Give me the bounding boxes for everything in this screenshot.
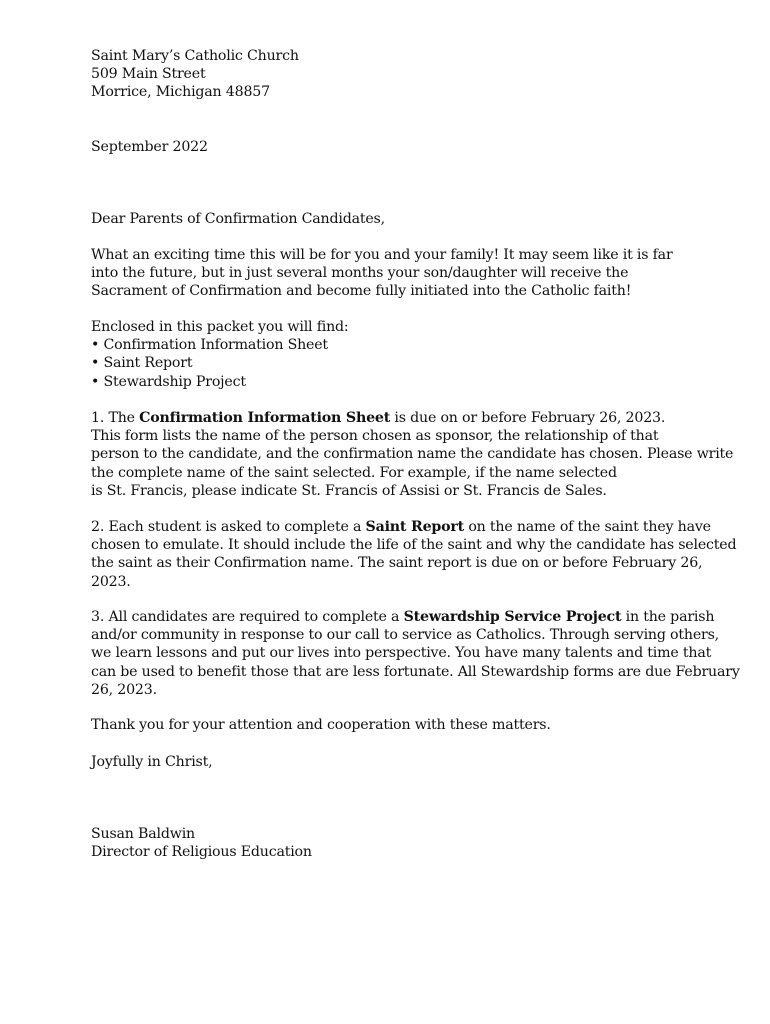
church-street: 509 Main Street bbox=[91, 66, 206, 83]
item-3-line: can be used to benefit those that are less fortunate. All Stewardship forms are due February bbox=[91, 663, 740, 680]
closing bbox=[91, 753, 711, 771]
item-1-first-line: 1. The Confirmation Information Sheet is due on or before February 26, 2023. bbox=[91, 410, 666, 426]
salutation-text: Dear Parents of Confirmation Candidates, bbox=[91, 211, 385, 227]
intro-paragraph bbox=[91, 246, 711, 301]
thanks-text: Thank you for your attention and cooperation with these matters. bbox=[91, 717, 551, 733]
item-1-line: is St. Francis, please indicate St. Francis of Assisi or St. Francis de Sales. bbox=[91, 482, 607, 499]
item-3-line: we learn lessons and put our lives into perspective. You have many talents and time that bbox=[91, 645, 712, 662]
item-2-bold-term: Saint Report bbox=[365, 519, 465, 535]
item-3-line: 26, 2023. bbox=[91, 681, 157, 698]
enclosed-item: • Confirmation Information Sheet bbox=[91, 337, 328, 354]
item-3-paragraph bbox=[91, 608, 740, 699]
enclosed-item: • Stewardship Project bbox=[91, 373, 246, 390]
church-name: Saint Mary’s Catholic Church bbox=[91, 48, 299, 64]
item-2-line: the saint as their Confirmation name. The saint report is due on or before February 26, bbox=[91, 555, 703, 572]
date-text: September 2022 bbox=[91, 139, 208, 155]
enclosed-heading: Enclosed in this packet you will find: bbox=[91, 319, 349, 335]
item-3-bold-term: Stewardship Service Project bbox=[403, 609, 622, 625]
letter-date bbox=[91, 138, 711, 156]
enclosed-item: • Saint Report bbox=[91, 355, 193, 372]
intro-line: Sacrament of Confirmation and become fully initiated into the Catholic faith! bbox=[91, 283, 632, 300]
signer-title: Director of Religious Education bbox=[91, 844, 312, 861]
closing-text: Joyfully in Christ, bbox=[91, 754, 213, 770]
item-1-line: the complete name of the saint selected. For example, if the name selected bbox=[91, 464, 617, 481]
item-1-paragraph bbox=[91, 409, 734, 500]
item-3-line: and/or community in response to our call to service as Catholics. Through serving others, bbox=[91, 627, 719, 644]
item-3-first-line: 3. All candidates are required to complete a Stewardship Service Project in the parish bbox=[91, 609, 715, 625]
item-1-line: person to the candidate, and the confirmation name the candidate has chosen. Please write bbox=[91, 446, 734, 463]
item-2-first-line: 2. Each student is asked to complete a Saint Report on the name of the saint they have bbox=[91, 519, 711, 535]
item-2-line: chosen to emulate. It should include the life of the saint and why the candidate has selected bbox=[91, 537, 737, 554]
signer-name: Susan Baldwin bbox=[91, 826, 195, 842]
church-address bbox=[91, 47, 711, 102]
thanks-paragraph bbox=[91, 716, 711, 734]
salutation bbox=[91, 210, 711, 228]
intro-line: into the future, but in just several months your son/daughter will receive the bbox=[91, 265, 629, 282]
signature-block bbox=[91, 825, 711, 861]
church-city: Morrice, Michigan 48857 bbox=[91, 84, 270, 101]
item-2-paragraph bbox=[91, 518, 737, 591]
item-2-line: 2023. bbox=[91, 573, 131, 590]
enclosed-list bbox=[91, 318, 711, 391]
item-1-bold-term: Confirmation Information Sheet bbox=[139, 410, 391, 426]
intro-line: What an exciting time this will be for you and your family! It may seem like it is far bbox=[91, 247, 673, 263]
item-1-line: This form lists the name of the person chosen as sponsor, the relationship of that bbox=[91, 428, 659, 445]
